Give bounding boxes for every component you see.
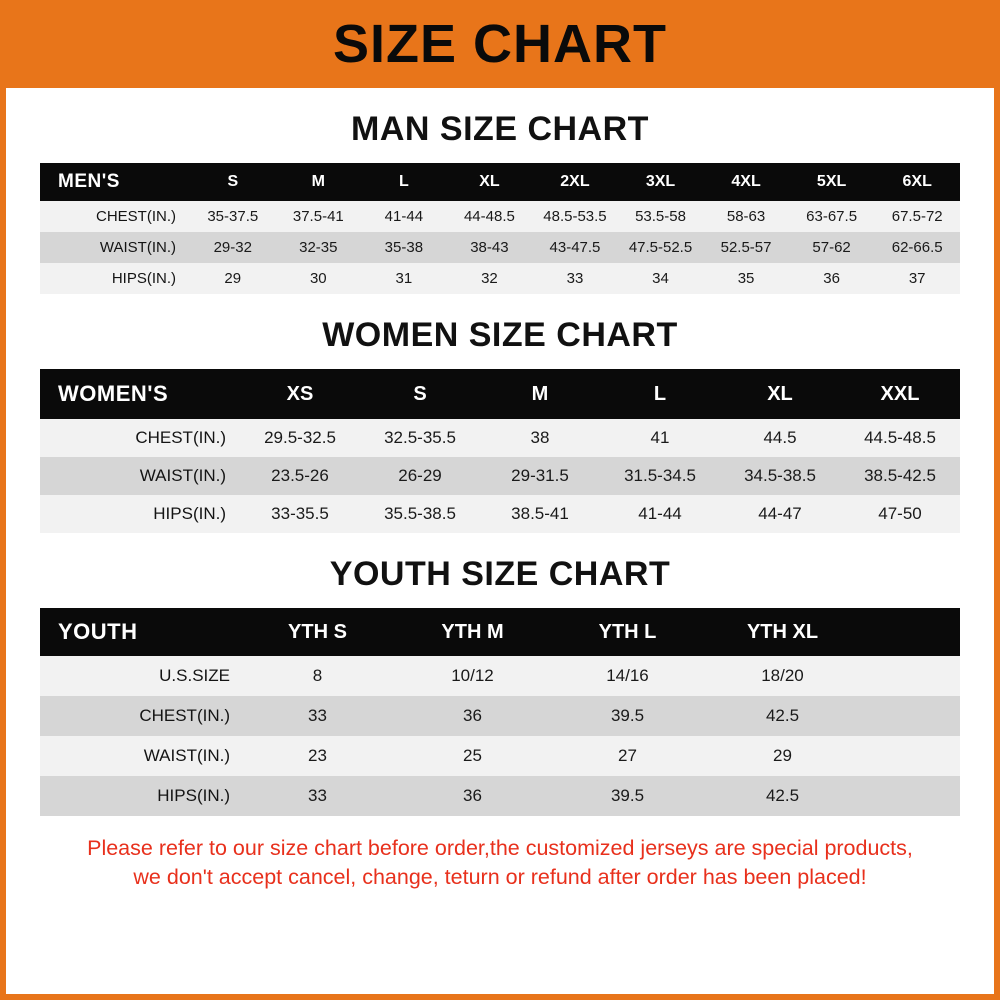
men-cell: 41-44	[384, 208, 424, 225]
men-row-label: HIPS(IN.)	[111, 270, 176, 287]
men-cell: 48.5-53.5	[543, 208, 607, 225]
men-header-cell: XL	[479, 173, 500, 190]
youth-cell: 14/16	[606, 666, 649, 685]
youth-cell-spacer	[860, 736, 960, 776]
table-row	[40, 201, 960, 232]
women-row-label: CHEST(IN.)	[135, 428, 226, 447]
women-header-cell: L	[653, 382, 667, 405]
men-cell: 38-43	[470, 239, 509, 256]
men-cell: 32-35	[299, 239, 338, 256]
men-size-table	[40, 163, 960, 294]
men-cell: 43-47.5	[549, 239, 601, 256]
men-cell: 31	[395, 270, 413, 287]
men-cell: 47.5-52.5	[628, 239, 693, 256]
women-cell: 35.5-38.5	[384, 504, 456, 523]
youth-cell: 33	[308, 786, 327, 805]
men-header-cell: 3XL	[645, 173, 676, 190]
men-cell: 32	[481, 270, 498, 287]
men-header-cell: S	[227, 173, 239, 190]
men-cell: 35-38	[384, 239, 424, 256]
youth-cell-spacer	[860, 696, 960, 736]
women-cell: 47-50	[878, 504, 922, 523]
women-cell: 38.5-41	[511, 504, 569, 523]
men-header-cell: 5XL	[816, 173, 847, 190]
men-row-label: WAIST(IN.)	[99, 239, 176, 256]
youth-cell: 36	[463, 706, 482, 725]
youth-cell: 25	[463, 746, 482, 765]
table-row	[40, 656, 960, 696]
men-cell: 37	[908, 270, 926, 287]
women-cell: 29.5-32.5	[264, 428, 336, 447]
women-header-cell: XL	[767, 382, 793, 405]
youth-header-row	[40, 608, 960, 656]
men-cell: 30	[309, 270, 327, 287]
youth-cell-spacer	[860, 656, 960, 696]
table-row	[40, 495, 960, 533]
men-header-cell: 2XL	[560, 173, 590, 190]
men-header-cell: MEN'S	[58, 171, 120, 192]
men-row-label: CHEST(IN.)	[96, 208, 176, 225]
table-row	[40, 776, 960, 816]
youth-header-cell: YTH M	[441, 620, 504, 643]
women-row-label: WAIST(IN.)	[139, 466, 226, 485]
women-cell: 44.5-48.5	[864, 428, 936, 447]
youth-size-table	[40, 608, 960, 816]
women-section-title: WOMEN SIZE CHART	[322, 316, 678, 354]
men-header-cell: M	[311, 173, 325, 190]
women-header-row	[40, 369, 960, 419]
youth-cell: 18/20	[761, 666, 804, 685]
youth-cell: 42.5	[765, 706, 800, 725]
footer-note-line1: Please refer to our size chart before order,the customized jerseys are special products,	[87, 836, 913, 860]
women-cell: 44.5	[763, 428, 797, 447]
men-cell: 63-67.5	[806, 208, 858, 225]
youth-cell: 39.5	[610, 786, 645, 805]
women-cell: 34.5-38.5	[744, 466, 816, 485]
youth-cell: 29	[773, 746, 792, 765]
women-header-cell: M	[531, 382, 549, 405]
table-row	[40, 736, 960, 776]
women-header-cell: WOMEN'S	[58, 381, 169, 406]
men-cell: 34	[652, 270, 669, 287]
youth-header-cell: YTH XL	[746, 620, 819, 643]
women-cell: 31.5-34.5	[624, 466, 696, 485]
women-header-cell: XXL	[880, 382, 920, 405]
women-cell: 26-29	[398, 466, 442, 485]
table-row	[40, 696, 960, 736]
women-header-cell: S	[413, 382, 427, 405]
men-cell: 67.5-72	[891, 208, 943, 225]
women-cell: 29-31.5	[511, 466, 569, 485]
youth-header-cell: YTH L	[598, 620, 657, 643]
women-cell: 38	[530, 428, 550, 447]
men-cell: 33	[566, 270, 584, 287]
men-cell: 29-32	[213, 239, 252, 256]
footer-note-line2: we don't accept cancel, change, teturn or refund after order has been placed!	[133, 865, 867, 890]
men-cell: 36	[823, 270, 840, 287]
youth-cell: 39.5	[610, 706, 645, 725]
women-row-label: HIPS(IN.)	[153, 504, 226, 523]
women-cell: 32.5-35.5	[384, 428, 456, 447]
women-size-table	[40, 369, 960, 533]
table-row	[40, 457, 960, 495]
women-header-cell: XS	[286, 382, 314, 405]
youth-row-label: WAIST(IN.)	[143, 746, 230, 765]
youth-cell: 8	[312, 666, 323, 685]
youth-row-label: CHEST(IN.)	[139, 706, 230, 725]
men-header-row	[40, 163, 960, 201]
men-cell: 57-62	[812, 239, 851, 256]
men-cell: 53.5-58	[635, 208, 686, 225]
men-header-cell: 4XL	[731, 173, 761, 190]
men-cell: 35-37.5	[207, 208, 259, 225]
table-row	[40, 419, 960, 457]
youth-header-cell: YOUTH	[58, 619, 138, 644]
women-cell: 41	[650, 428, 670, 447]
women-cell: 44-47	[758, 504, 802, 523]
men-cell: 44-48.5	[463, 208, 515, 225]
youth-cell: 42.5	[765, 786, 800, 805]
youth-cell: 23	[308, 746, 327, 765]
youth-cell-spacer	[860, 776, 960, 816]
men-cell: 35	[737, 270, 755, 287]
women-cell: 23.5-26	[271, 466, 329, 485]
youth-cell: 36	[463, 786, 482, 805]
youth-row-label: U.S.SIZE	[159, 666, 230, 685]
women-cell: 41-44	[638, 504, 682, 523]
table-row	[40, 263, 960, 294]
banner-title: SIZE CHART	[333, 14, 667, 74]
footer-note	[25, 834, 975, 892]
men-header-cell: 6XL	[902, 173, 932, 190]
youth-cell: 27	[618, 746, 637, 765]
banner	[6, 0, 994, 88]
youth-cell: 33	[308, 706, 327, 725]
youth-cell: 10/12	[451, 666, 494, 685]
men-cell: 37.5-41	[292, 208, 344, 225]
youth-header-spacer	[860, 608, 960, 656]
table-row	[40, 232, 960, 263]
youth-header-cell: YTH S	[288, 620, 347, 643]
women-cell: 38.5-42.5	[864, 466, 936, 485]
men-cell: 62-66.5	[891, 239, 943, 256]
men-cell: 58-63	[726, 208, 766, 225]
men-header-cell: L	[398, 173, 409, 190]
youth-section-title: YOUTH SIZE CHART	[329, 555, 671, 593]
men-section-title: MAN SIZE CHART	[351, 110, 649, 148]
men-cell: 52.5-57	[720, 239, 772, 256]
women-cell: 33-35.5	[271, 504, 329, 523]
men-cell: 29	[224, 270, 242, 287]
youth-row-label: HIPS(IN.)	[157, 786, 230, 805]
